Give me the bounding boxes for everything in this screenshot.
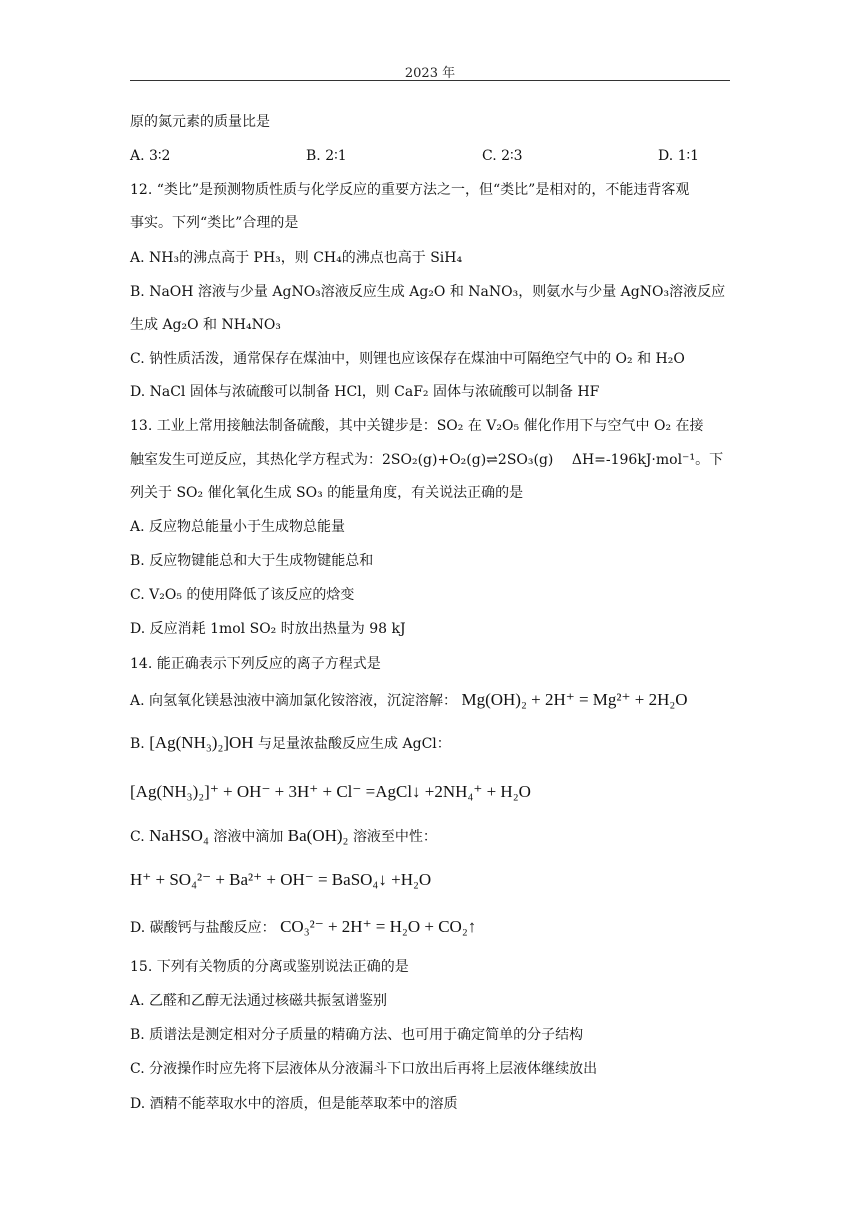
q15-stem: 15. 下列有关物质的分离或鉴别说法正确的是 — [130, 959, 409, 975]
q12-option-d: D. NaCl 固体与浓硫酸可以制备 HCl，则 CaF₂ 固体与浓硫酸可以制备 HF — [130, 384, 600, 400]
q14-option-b-equation: [Ag(NH₃)₂]⁺ + OH⁻ + 3H⁺ + Cl⁻ =AgCl↓ +2NH₄⁺ + H₂O — [130, 782, 531, 801]
q11-option-d: D. 1∶1 — [658, 148, 700, 164]
q13-stem-line1: 13. 工业上常用接触法制备硫酸，其中关键步是：SO₂ 在 V₂O₅ 催化作用下与空气中 O₂ 在接 — [130, 418, 704, 434]
q14-option-c-line1 — [130, 826, 730, 847]
q14-option-c-text1: 溶液中滴加 — [213, 829, 284, 845]
page-header: 2023 年 — [404, 66, 456, 81]
header-rule — [130, 80, 730, 81]
q11-option-b: B. 2∶1 — [306, 148, 347, 164]
q14-stem: 14. 能正确表示下列反应的离子方程式是 — [130, 656, 381, 672]
q14-option-c-equation: H⁺ + SO₄²⁻ + Ba²⁺ + OH⁻ = BaSO₄↓ +H₂O — [130, 870, 432, 889]
q14-option-c-text2: 溶液至中性： — [352, 829, 437, 845]
q14-option-b-text: 与足量浓盐酸反应生成 AgCl： — [258, 736, 451, 752]
q14-option-b-line1 — [130, 733, 730, 754]
q13-option-d: D. 反应消耗 1mol SO₂ 时放出热量为 98 kJ — [130, 621, 406, 637]
q14-option-b-formula: [Ag(NH₃)₂]OH — [149, 733, 254, 752]
q15-option-a: A. 乙醛和乙醇无法通过核磁共振氢谱鉴别 — [130, 993, 388, 1009]
q12-option-b-line2: 生成 Ag₂O 和 NH₄NO₃ — [130, 317, 281, 333]
q15-option-c: C. 分液操作时应先将下层液体从分液漏斗下口放出后再将上层液体继续放出 — [130, 1061, 598, 1077]
q11-option-c: C. 2∶3 — [482, 148, 523, 164]
q11-continuation: 原的氮元素的质量比是 — [130, 114, 270, 130]
q12-option-c: C. 钠性质活泼，通常保存在煤油中，则锂也应该保存在煤油中可隔绝空气中的 O₂ 和 H₂O — [130, 351, 685, 367]
q14-option-a — [130, 690, 730, 711]
q13-option-b: B. 反应物键能总和大于生成物键能总和 — [130, 553, 374, 569]
q15-option-b: B. 质谱法是测定相对分子质量的精确方法、也可用于确定简单的分子结构 — [130, 1027, 584, 1043]
q13-option-c: C. V₂O₅ 的使用降低了该反应的焓变 — [130, 587, 355, 603]
q14-option-a-equation: Mg(OH)₂ + 2H⁺ = Mg²⁺ + 2H₂O — [461, 690, 688, 709]
q12-option-b-line1: B. NaOH 溶液与少量 AgNO₃溶液反应生成 Ag₂O 和 NaNO₃，则氨水与少量 AgNO₃溶液反应 — [130, 284, 726, 300]
q14-option-d-text: D. 碳酸钙与盐酸反应： — [130, 920, 276, 936]
q14-option-d — [130, 917, 730, 938]
q11-option-a: A. 3∶2 — [130, 148, 171, 164]
q14-option-c-formula: NaHSO₄ — [149, 826, 209, 845]
q13-stem-line3: 列关于 SO₂ 催化氧化生成 SO₃ 的能量角度，有关说法正确的是 — [130, 485, 524, 501]
q14-option-c-label: C. — [130, 829, 145, 845]
q14-option-c-formula2: Ba(OH)₂ — [287, 826, 349, 845]
q14-option-d-equation: CO₃²⁻ + 2H⁺ = H₂O + CO₂↑ — [280, 917, 477, 936]
q15-option-d: D. 酒精不能萃取水中的溶质，但是能萃取苯中的溶质 — [130, 1096, 458, 1112]
q13-stem-line2: 触室发生可逆反应，其热化学方程式为：2SO₂(g)+O₂(g)⇌2SO₃(g) ΔH=-196kJ·mol⁻¹。下 — [130, 452, 724, 468]
q14-option-a-text: A. 向氢氧化镁悬浊液中滴加氯化铵溶液，沉淀溶解： — [130, 693, 458, 709]
q12-stem-line2: 事实。下列“类比”合理的是 — [130, 215, 299, 231]
q13-option-a: A. 反应物总能量小于生成物总能量 — [130, 519, 346, 535]
q12-stem-line1: 12. “类比”是预测物质性质与化学反应的重要方法之一，但“类比”是相对的，不能违背客观 — [130, 182, 690, 198]
q12-option-a: A. NH₃的沸点高于 PH₃，则 CH₄的沸点也高于 SiH₄ — [130, 250, 463, 266]
q14-option-b-label: B. — [130, 736, 145, 752]
